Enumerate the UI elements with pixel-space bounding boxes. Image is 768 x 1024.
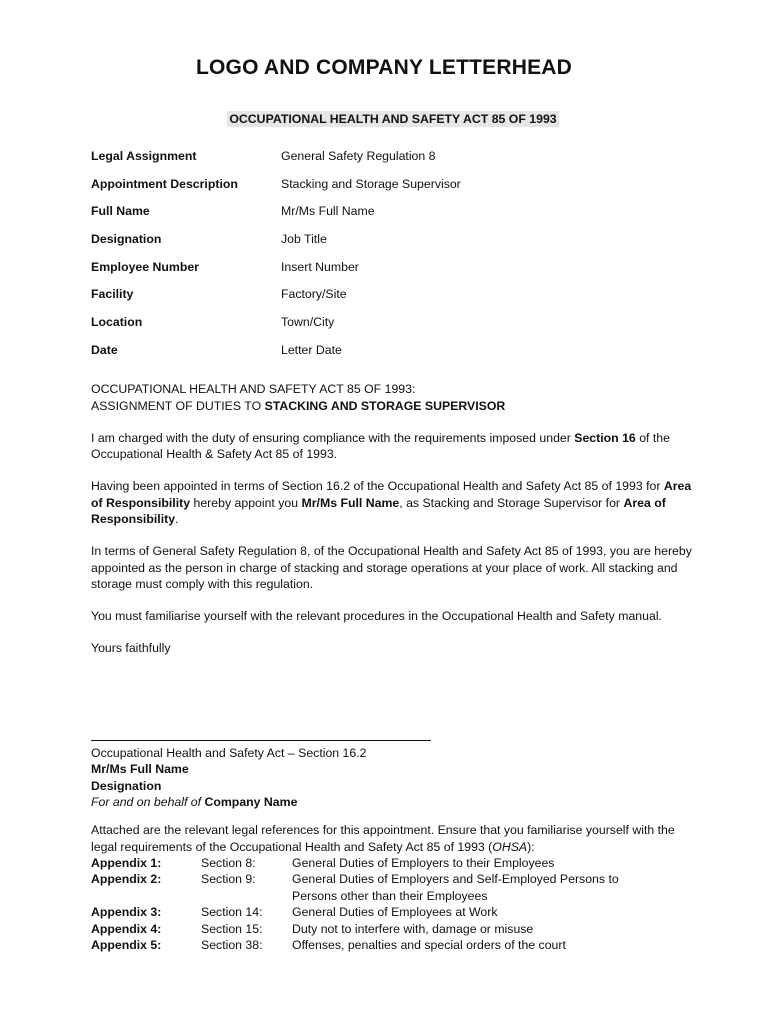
detail-row — [91, 176, 691, 204]
letter-body — [91, 381, 703, 672]
closing: Yours faithfully — [91, 641, 171, 655]
detail-value: Factory/Site — [281, 287, 347, 302]
detail-row — [91, 342, 691, 370]
detail-row — [91, 259, 691, 287]
detail-value: Letter Date — [281, 342, 342, 357]
paragraph-familiarise: You must familiarise yourself with the relevant procedures in the Occupational Health and Safety manual. — [91, 609, 662, 623]
signature-line — [91, 722, 431, 741]
detail-value: Insert Number — [281, 259, 359, 274]
appendix-section: Section 14: — [201, 905, 263, 920]
signature-name: Mr/Ms Full Name — [91, 762, 189, 777]
detail-value: Mr/Ms Full Name — [281, 204, 375, 219]
detail-row — [91, 286, 691, 314]
detail-label: Facility — [91, 287, 134, 302]
appendix-label: Appendix 2: — [91, 872, 162, 887]
detail-row — [91, 203, 691, 231]
appendix-description: Duty not to interfere with, damage or misuse — [292, 921, 534, 936]
appendix-item — [91, 921, 703, 937]
paragraph-appointment: Having been appointed in terms of Section 16.2 of the Occupational Health and Safety Act 85 of 1993 for Area of Responsibility hereby appoint you Mr/Ms Full Name, as Stacking and Storage Supervisor for Area of Responsibility. — [91, 479, 692, 526]
appendix-item — [91, 904, 703, 920]
appendix-item — [91, 855, 703, 871]
appendix-label: Appendix 5: — [91, 938, 162, 953]
appendix-item — [91, 937, 703, 953]
assignment-heading: OCCUPATIONAL HEALTH AND SAFETY ACT 85 OF 1993: ASSIGNMENT OF DUTIES TO STACKING AND STORAGE SUPERVISOR — [91, 382, 506, 413]
signature-block — [91, 722, 703, 811]
appendix-intro: Attached are the relevant legal references for this appointment. Ensure that you familiarise yourself with the legal requirements of the Occupational Health and Safety Act 85 of 1993 (OHSA): — [91, 823, 675, 854]
appendix-section: Section 8: — [201, 856, 256, 870]
detail-label: Full Name — [91, 204, 150, 219]
appendix-label: Appendix 4: — [91, 921, 162, 936]
signature-behalf: For and on behalf of Company Name — [91, 795, 298, 810]
detail-label: Designation — [91, 232, 162, 247]
detail-label: Location — [91, 315, 143, 330]
appendix-label: Appendix 1: — [91, 856, 162, 870]
detail-label: Legal Assignment — [91, 149, 197, 163]
detail-label: Date — [91, 342, 118, 357]
paragraph-regulation: In terms of General Safety Regulation 8, of the Occupational Health and Safety Act 85 of 1993, you are hereby appointed as the person in charge of stacking and storage operations at your place of work. All stacking and storage must comply with this regulation. — [91, 544, 692, 591]
appendix-description: General Duties of Employees at Work — [292, 905, 498, 920]
appendix-description: General Duties of Employers and Self-Employed Persons to Persons other than their Employees — [292, 872, 619, 903]
detail-value: Stacking and Storage Supervisor — [281, 176, 461, 191]
appendix-section: Section 38: — [201, 938, 263, 953]
detail-value: Job Title — [281, 232, 327, 247]
paragraph-compliance: I am charged with the duty of ensuring compliance with the requirements imposed under Section 16 of the Occupational Health & Safety Act 85 of 1993. — [91, 430, 670, 461]
detail-value: Town/City — [281, 315, 335, 330]
detail-row — [91, 314, 691, 342]
signature-designation: Designation — [91, 778, 162, 793]
appendix-section: Section 15: — [201, 921, 263, 936]
appendix-description: General Duties of Employers to their Employees — [292, 856, 555, 870]
signature-act-line: Occupational Health and Safety Act – Section 16.2 — [91, 746, 367, 760]
detail-row — [91, 148, 691, 176]
detail-label: Employee Number — [91, 259, 199, 274]
detail-row — [91, 231, 691, 259]
act-title — [0, 111, 768, 128]
appendix-section: Section 9: — [201, 872, 256, 887]
appendix-label: Appendix 3: — [91, 905, 162, 920]
detail-value: General Safety Regulation 8 — [281, 149, 436, 163]
act-title-text: OCCUPATIONAL HEALTH AND SAFETY ACT 85 OF 1993 — [229, 112, 557, 126]
appendix-list — [91, 855, 703, 953]
detail-label: Appointment Description — [91, 176, 238, 191]
appointment-details — [91, 148, 691, 370]
letterhead-title: LOGO AND COMPANY LETTERHEAD — [195, 56, 573, 79]
appendix-item — [91, 871, 703, 904]
appendix-description: Offenses, penalties and special orders of the court — [292, 938, 566, 953]
